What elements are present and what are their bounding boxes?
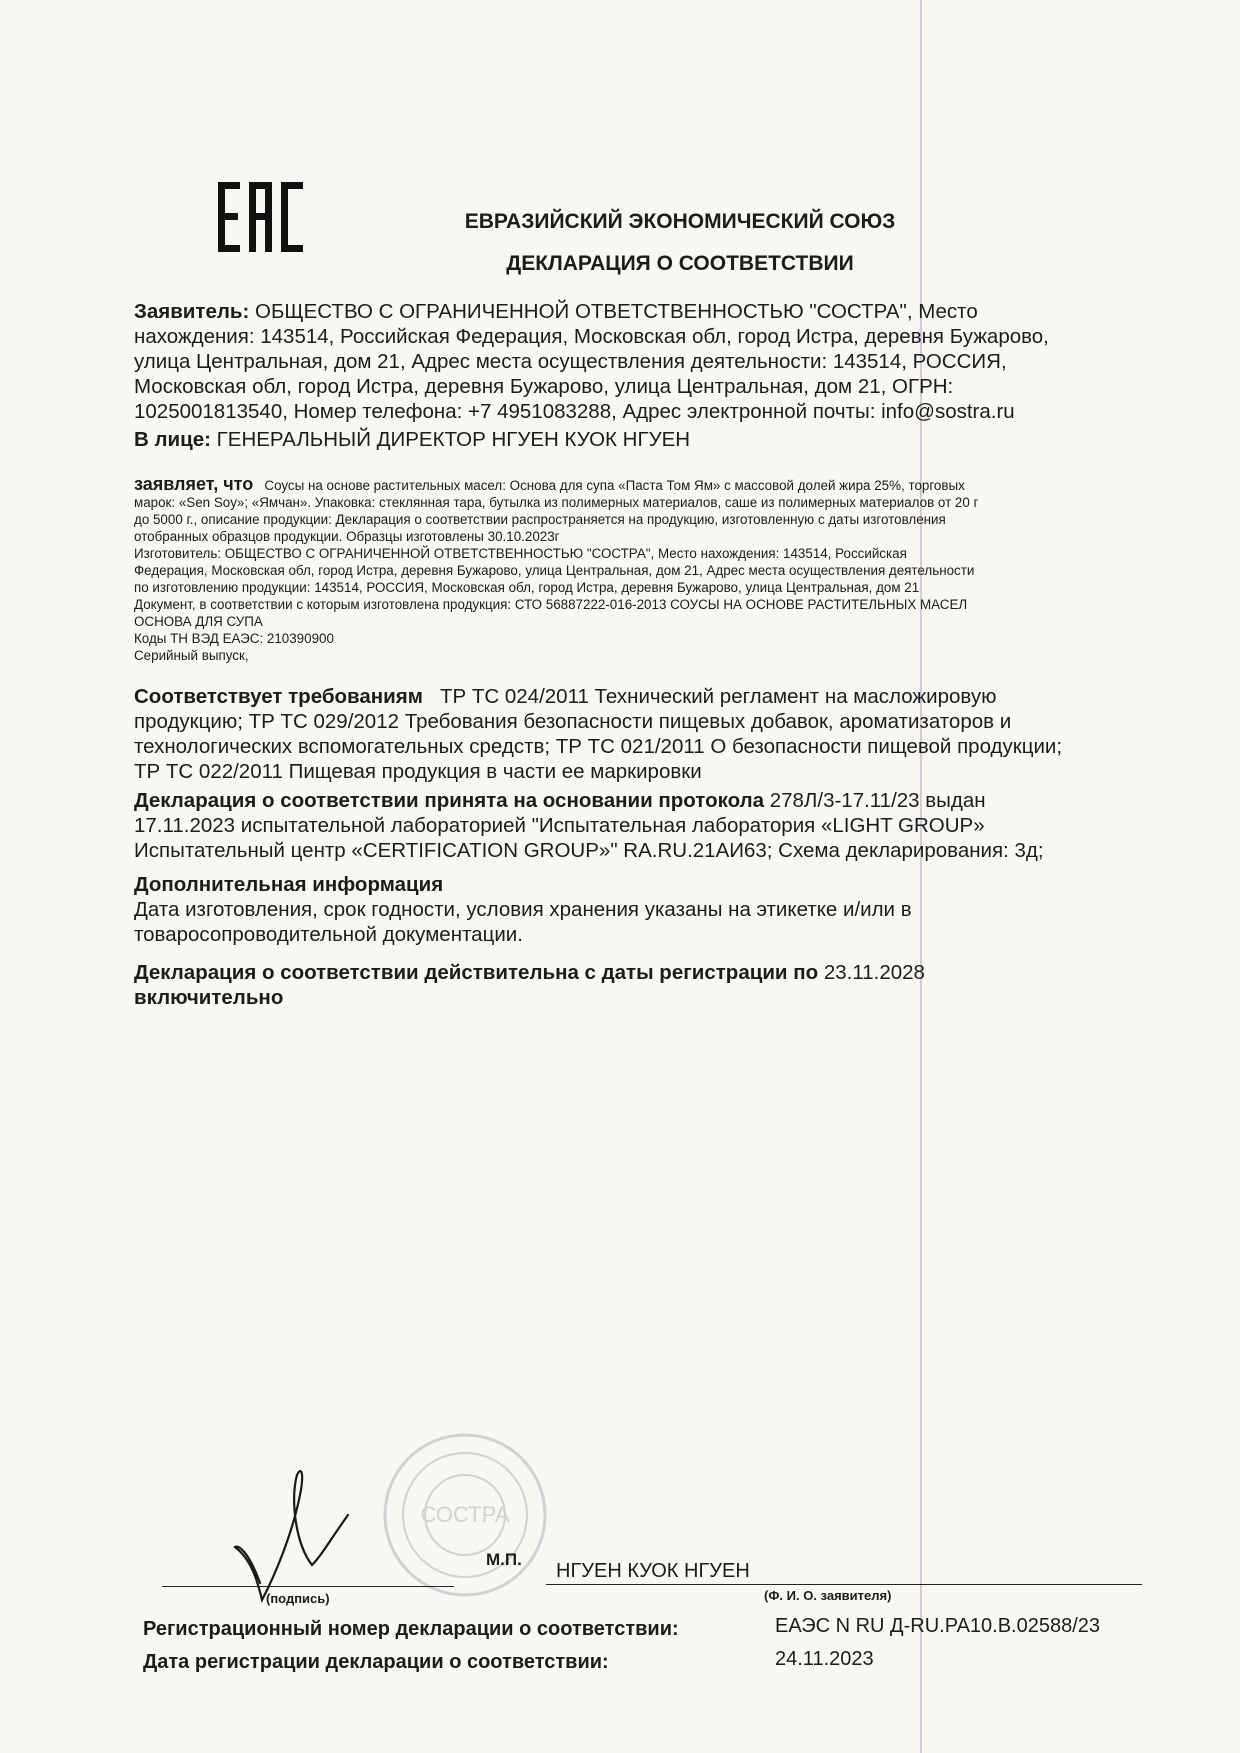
stamp-text: СОСТРА [420,1502,510,1527]
signature-caption: (подпись) [266,1591,330,1606]
reg-date-label: Дата регистрации декларации о соответствии: [143,1651,609,1673]
reg-date: 24.11.2023 [775,1648,874,1670]
signer-name: НГУЕН КУОК НГУЕН [556,1560,750,1582]
standard-line-2: ОСНОВА ДЛЯ СУПА [134,614,263,629]
union-title: ЕВРАЗИЙСКИЙ ЭКОНОМИЧЕСКИЙ СОЮЗ [464,210,896,233]
applicant-section [134,299,1144,452]
requirements-label: Соответствует требованиям [134,685,423,708]
basis-line-2: 17.11.2023 испытательной лабораторией "Испытательная лаборатория «LIGHT GROUP» [134,814,985,837]
applicant-line-2: нахождения: 143514, Российская Федерация, Московская обл, город Истра, деревня Бужарово, [134,325,1049,348]
applicant-label: Заявитель: [134,300,250,323]
serial-release: Серийный выпуск, [134,648,249,663]
declares-section [134,476,1154,664]
manufacturer-line-2: Федерация, Московская обл, город Истра, деревня Бужарово, улица Центральная, дом 21, Адрес места осуществления деятельности [134,563,975,578]
basis-label: Декларация о соответствии принята на основании протокола [134,789,765,812]
name-underline [546,1584,1142,1585]
applicant-line-5: 1025001813540, Номер телефона: +7 4951083288, Адрес электронной почты: info@sostra.ru [134,400,1015,423]
validity-section [134,960,1144,1010]
basis-line-1: 278Л/3-17.11/23 выдан [769,789,986,812]
hs-codes: Коды ТН ВЭД ЕАЭС: 210390900 [134,631,334,646]
representative-label: В лице: [134,428,211,451]
validity-date: 23.11.2028 [823,961,925,984]
standard-line-1: Документ, в соответствии с которым изготовлена продукция: СТО 56887222-016-2013 СОУСЫ НА ОСНОВЕ РАСТИТЕЛЬНЫХ МАСЕЛ [134,597,968,612]
reg-number: ЕАЭС N RU Д-RU.PA10.B.02588/23 [775,1615,1101,1637]
applicant-line-4: Московская обл, город Истра, деревня Бужарово, улица Центральная, дом 21, ОГРН: [134,375,954,398]
declares-line-3: до 5000 г., описание продукции: Декларация о соответствии распространяется на продукцию, изготовленную с даты изготовления [134,512,946,527]
manufacturer-label: Изготовитель: [134,546,222,561]
requirements-section [134,684,1144,784]
validity-label: Декларация о соответствии действительна с даты регистрации по [134,961,819,984]
validity-tail: включительно [134,986,284,1009]
declares-line-2: марок: «Sen Soy»; «Ямчан». Упаковка: стеклянная тара, бутылка из полимерных материалов, саше из полимерных материалов от 20 г [134,495,979,510]
additional-line-2: товаросопроводительной документации. [134,923,523,946]
basis-section [134,788,1144,863]
company-stamp [380,1430,550,1600]
document-title: ДЕКЛАРАЦИЯ О СООТВЕТСТВИИ [506,252,854,275]
seal-place-label: М.П. [486,1550,522,1569]
declares-line-4: отобранных образцов продукции. Образцы изготовлены 30.10.2023г [134,529,560,544]
manufacturer-line-3: по изготовлению продукции: 143514, РОССИЯ, Московская обл, город Истра, деревня Бужарово, улица Центральная, дом 21 [134,580,920,595]
manufacturer-line-1: ОБЩЕСТВО С ОГРАНИЧЕННОЙ ОТВЕТСТВЕННОСТЬЮ "СОСТРА", Место нахождения: 143514, Российская [224,546,907,561]
requirements-line-1: ТР ТС 024/2011 Технический регламент на масложировую [439,685,997,708]
requirements-line-2: продукцию; ТР ТС 029/2012 Требования безопасности пищевых добавок, ароматизаторов и [134,710,1012,733]
signature-mark [230,1455,360,1605]
declares-line-1: Соусы на основе растительных масел: Основа для супа «Паста Том Ям» с массовой долей жира 25%, торговых [264,478,965,493]
signature-underline [162,1586,454,1587]
declares-label: заявляет, что [134,474,254,494]
additional-line-1: Дата изготовления, срок годности, условия хранения указаны на этикетке и/или в [134,898,912,921]
fio-caption: (Ф. И. О. заявителя) [764,1588,892,1603]
reg-number-label: Регистрационный номер декларации о соответствии: [143,1618,679,1640]
applicant-line-1: ОБЩЕСТВО С ОГРАНИЧЕННОЙ ОТВЕТСТВЕННОСТЬЮ "СОСТРА", Место [255,300,978,323]
requirements-line-3: технологических вспомогательных средств; ТР ТС 021/2011 О безопасности пищевой продукции; [134,735,1063,758]
applicant-line-3: улица Центральная, дом 21, Адрес места осуществления деятельности: 143514, РОССИЯ, [134,350,1007,373]
additional-label: Дополнительная информация [134,873,444,896]
additional-section [134,872,1144,947]
basis-line-3: Испытательный центр «CERTIFICATION GROUP»" RA.RU.21АИ63; Схема декларирования: 3д; [134,839,1044,862]
requirements-line-4: ТР ТС 022/2011 Пищевая продукция в части ее маркировки [134,760,702,783]
representative-text: ГЕНЕРАЛЬНЫЙ ДИРЕКТОР НГУЕН КУОК НГУЕН [216,428,691,451]
